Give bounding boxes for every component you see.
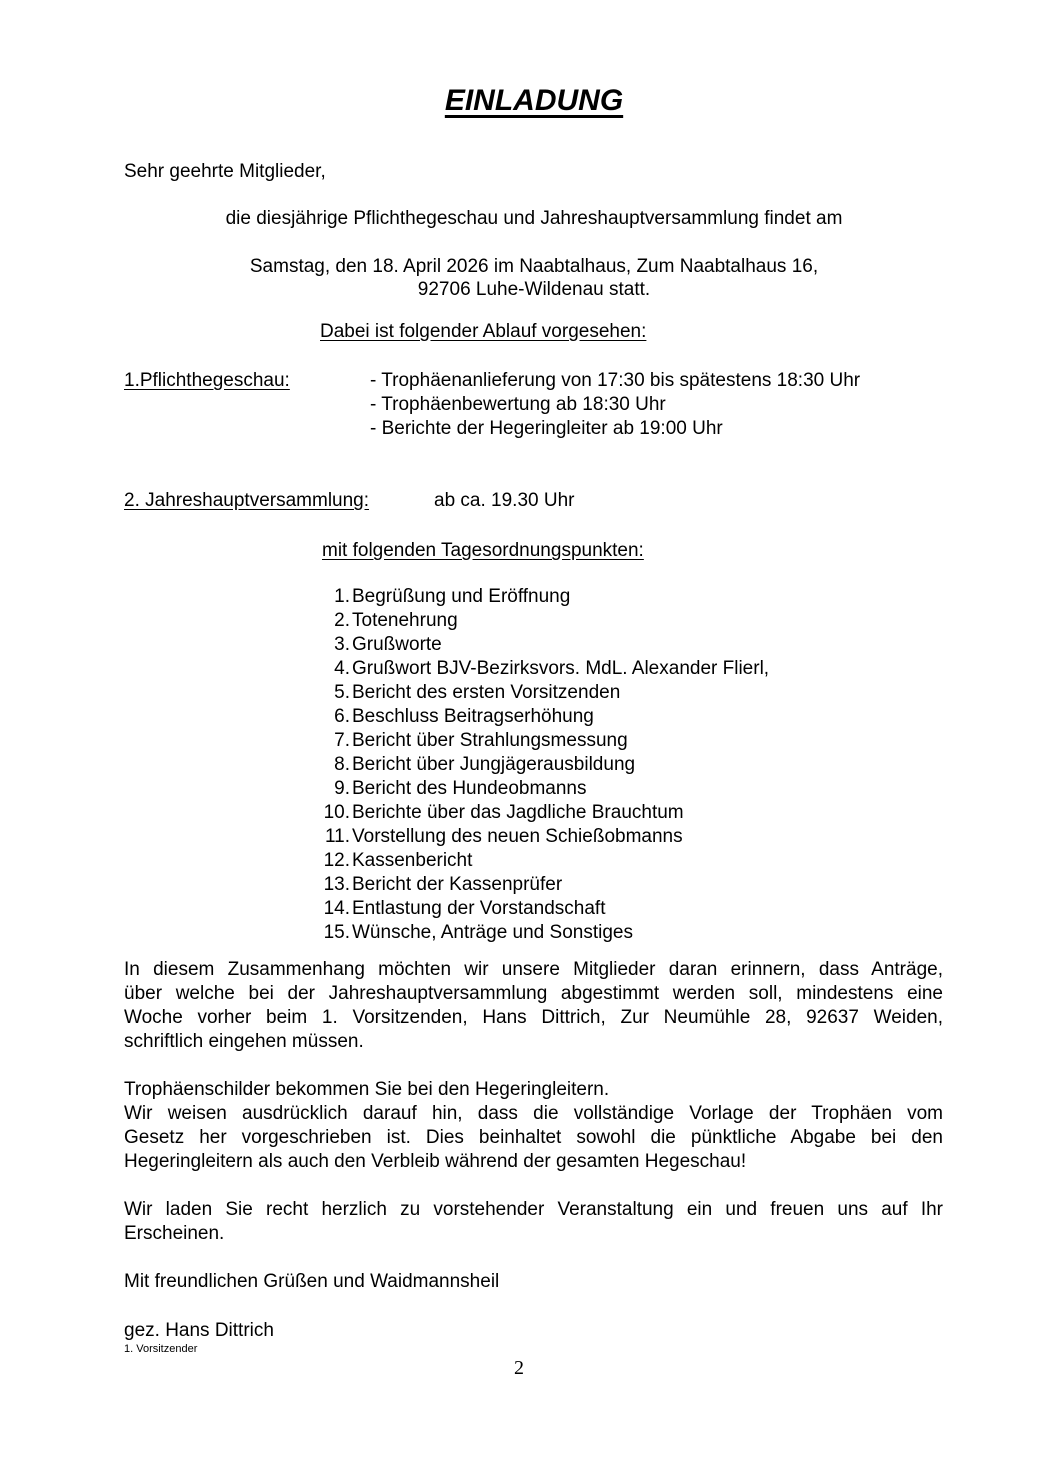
section2-time: ab ca. 19.30 Uhr [434, 490, 575, 511]
agenda-number: 10. [323, 802, 350, 823]
agenda-item [312, 657, 769, 681]
paragraph-line: Woche vorher beim 1. Vorsitzenden, Hans Dittrich, Zur Neumühle 28, 92637 Weiden, [124, 1007, 943, 1028]
agenda-heading: mit folgenden Tagesordnungspunkten: [322, 540, 644, 561]
paragraph-line: schriftlich eingehen müssen. [124, 1031, 364, 1052]
signature-title: 1. Vorsitzender [124, 1343, 198, 1355]
section1-item: - Trophäenanlieferung von 17:30 bis spätestens 18:30 Uhr [370, 370, 861, 391]
paragraph-line: Wir weisen ausdrücklich darauf hin, dass die vollständige Vorlage der Trophäen vom [124, 1103, 943, 1124]
agenda-item [312, 849, 472, 873]
agenda-text: Entlastung der Vorstandschaft [352, 898, 606, 919]
agenda-number: 12. [323, 850, 350, 871]
agenda-item [312, 873, 562, 897]
paragraph-line: Gesetz her vorgeschrieben ist. Dies beinhaltet sowohl die pünktliche Abgabe bei den [124, 1127, 943, 1148]
page-number: 2 [514, 1357, 524, 1379]
document-title: EINLADUNG [444, 84, 624, 117]
agenda-text: Wünsche, Anträge und Sonstiges [352, 922, 633, 943]
intro-text: die diesjährige Pflichthegeschau und Jahreshauptversammlung findet am [225, 208, 843, 229]
agenda-text: Kassenbericht [352, 850, 473, 871]
agenda-item [312, 705, 594, 729]
agenda-item [312, 633, 442, 657]
agenda-number: 5. [334, 682, 350, 703]
agenda-number: 11. [324, 826, 350, 847]
agenda-text: Bericht der Kassenprüfer [352, 874, 563, 895]
agenda-item [312, 777, 586, 801]
agenda-number: 13. [323, 874, 350, 895]
paragraph-line: Erscheinen. [124, 1223, 225, 1244]
agenda-item [312, 753, 635, 777]
signature: gez. Hans Dittrich [124, 1320, 274, 1341]
agenda-item [312, 825, 683, 849]
agenda-number: 9. [334, 778, 350, 799]
agenda-item [312, 681, 620, 705]
agenda-text: Grußworte [352, 634, 442, 655]
agenda-text: Bericht des ersten Vorsitzenden [352, 682, 621, 703]
section2-label: 2. Jahreshauptversammlung: [124, 490, 370, 511]
agenda-text: Grußwort BJV-Bezirksvors. MdL. Alexander Flierl, [352, 658, 770, 679]
agenda-item [312, 801, 684, 825]
agenda-text: Vorstellung des neuen Schießobmanns [352, 826, 683, 847]
agenda-number: 7. [334, 730, 350, 751]
agenda-number: 1. [334, 586, 350, 607]
salutation: Sehr geehrte Mitglieder, [124, 161, 326, 182]
agenda-number: 8. [334, 754, 350, 775]
event-line-2: 92706 Luhe-Wildenau statt. [417, 279, 651, 300]
agenda-text: Beschluss Beitragserhöhung [352, 706, 594, 727]
paragraph-line: über welche bei der Jahreshauptversammlung abgestimmt werden soll, mindestens eine [124, 983, 943, 1004]
closing: Mit freundlichen Grüßen und Waidmannsheil [124, 1271, 500, 1292]
agenda-number: 4. [334, 658, 350, 679]
agenda-number: 6. [334, 706, 350, 727]
agenda-number: 14. [323, 898, 350, 919]
agenda-text: Berichte über das Jagdliche Brauchtum [352, 802, 684, 823]
agenda-item [312, 897, 606, 921]
agenda-item [312, 729, 628, 753]
agenda-text: Totenehrung [352, 610, 458, 631]
agenda-item [312, 921, 633, 945]
agenda-number: 15. [323, 922, 350, 943]
section1-item: - Trophäenbewertung ab 18:30 Uhr [370, 394, 666, 415]
section1-label: 1.Pflichthegeschau: [124, 370, 290, 391]
agenda-number: 3. [334, 634, 350, 655]
event-line-1: Samstag, den 18. April 2026 im Naabtalhaus, Zum Naabtalhaus 16, [249, 256, 819, 277]
paragraph-line: Hegeringleitern als auch den Verbleib während der gesamten Hegeschau! [124, 1151, 747, 1172]
paragraph-line: In diesem Zusammenhang möchten wir unsere Mitglieder daran erinnern, dass Anträge, [124, 959, 943, 980]
agenda-item [312, 585, 570, 609]
paragraph-line: Trophäenschilder bekommen Sie bei den Hegeringleitern. [124, 1079, 610, 1100]
agenda-number: 2. [334, 610, 350, 631]
paragraph-line: Wir laden Sie recht herzlich zu vorstehender Veranstaltung ein und freuen uns auf Ihr [124, 1199, 943, 1220]
agenda-text: Begrüßung und Eröffnung [352, 586, 571, 607]
section1-item: - Berichte der Hegeringleiter ab 19:00 Uhr [370, 418, 723, 439]
agenda-text: Bericht des Hundeobmanns [352, 778, 587, 799]
agenda-text: Bericht über Jungjägerausbildung [352, 754, 636, 775]
schedule-heading: Dabei ist folgender Ablauf vorgesehen: [320, 321, 647, 342]
agenda-text: Bericht über Strahlungsmessung [352, 730, 628, 751]
agenda-item [312, 609, 458, 633]
